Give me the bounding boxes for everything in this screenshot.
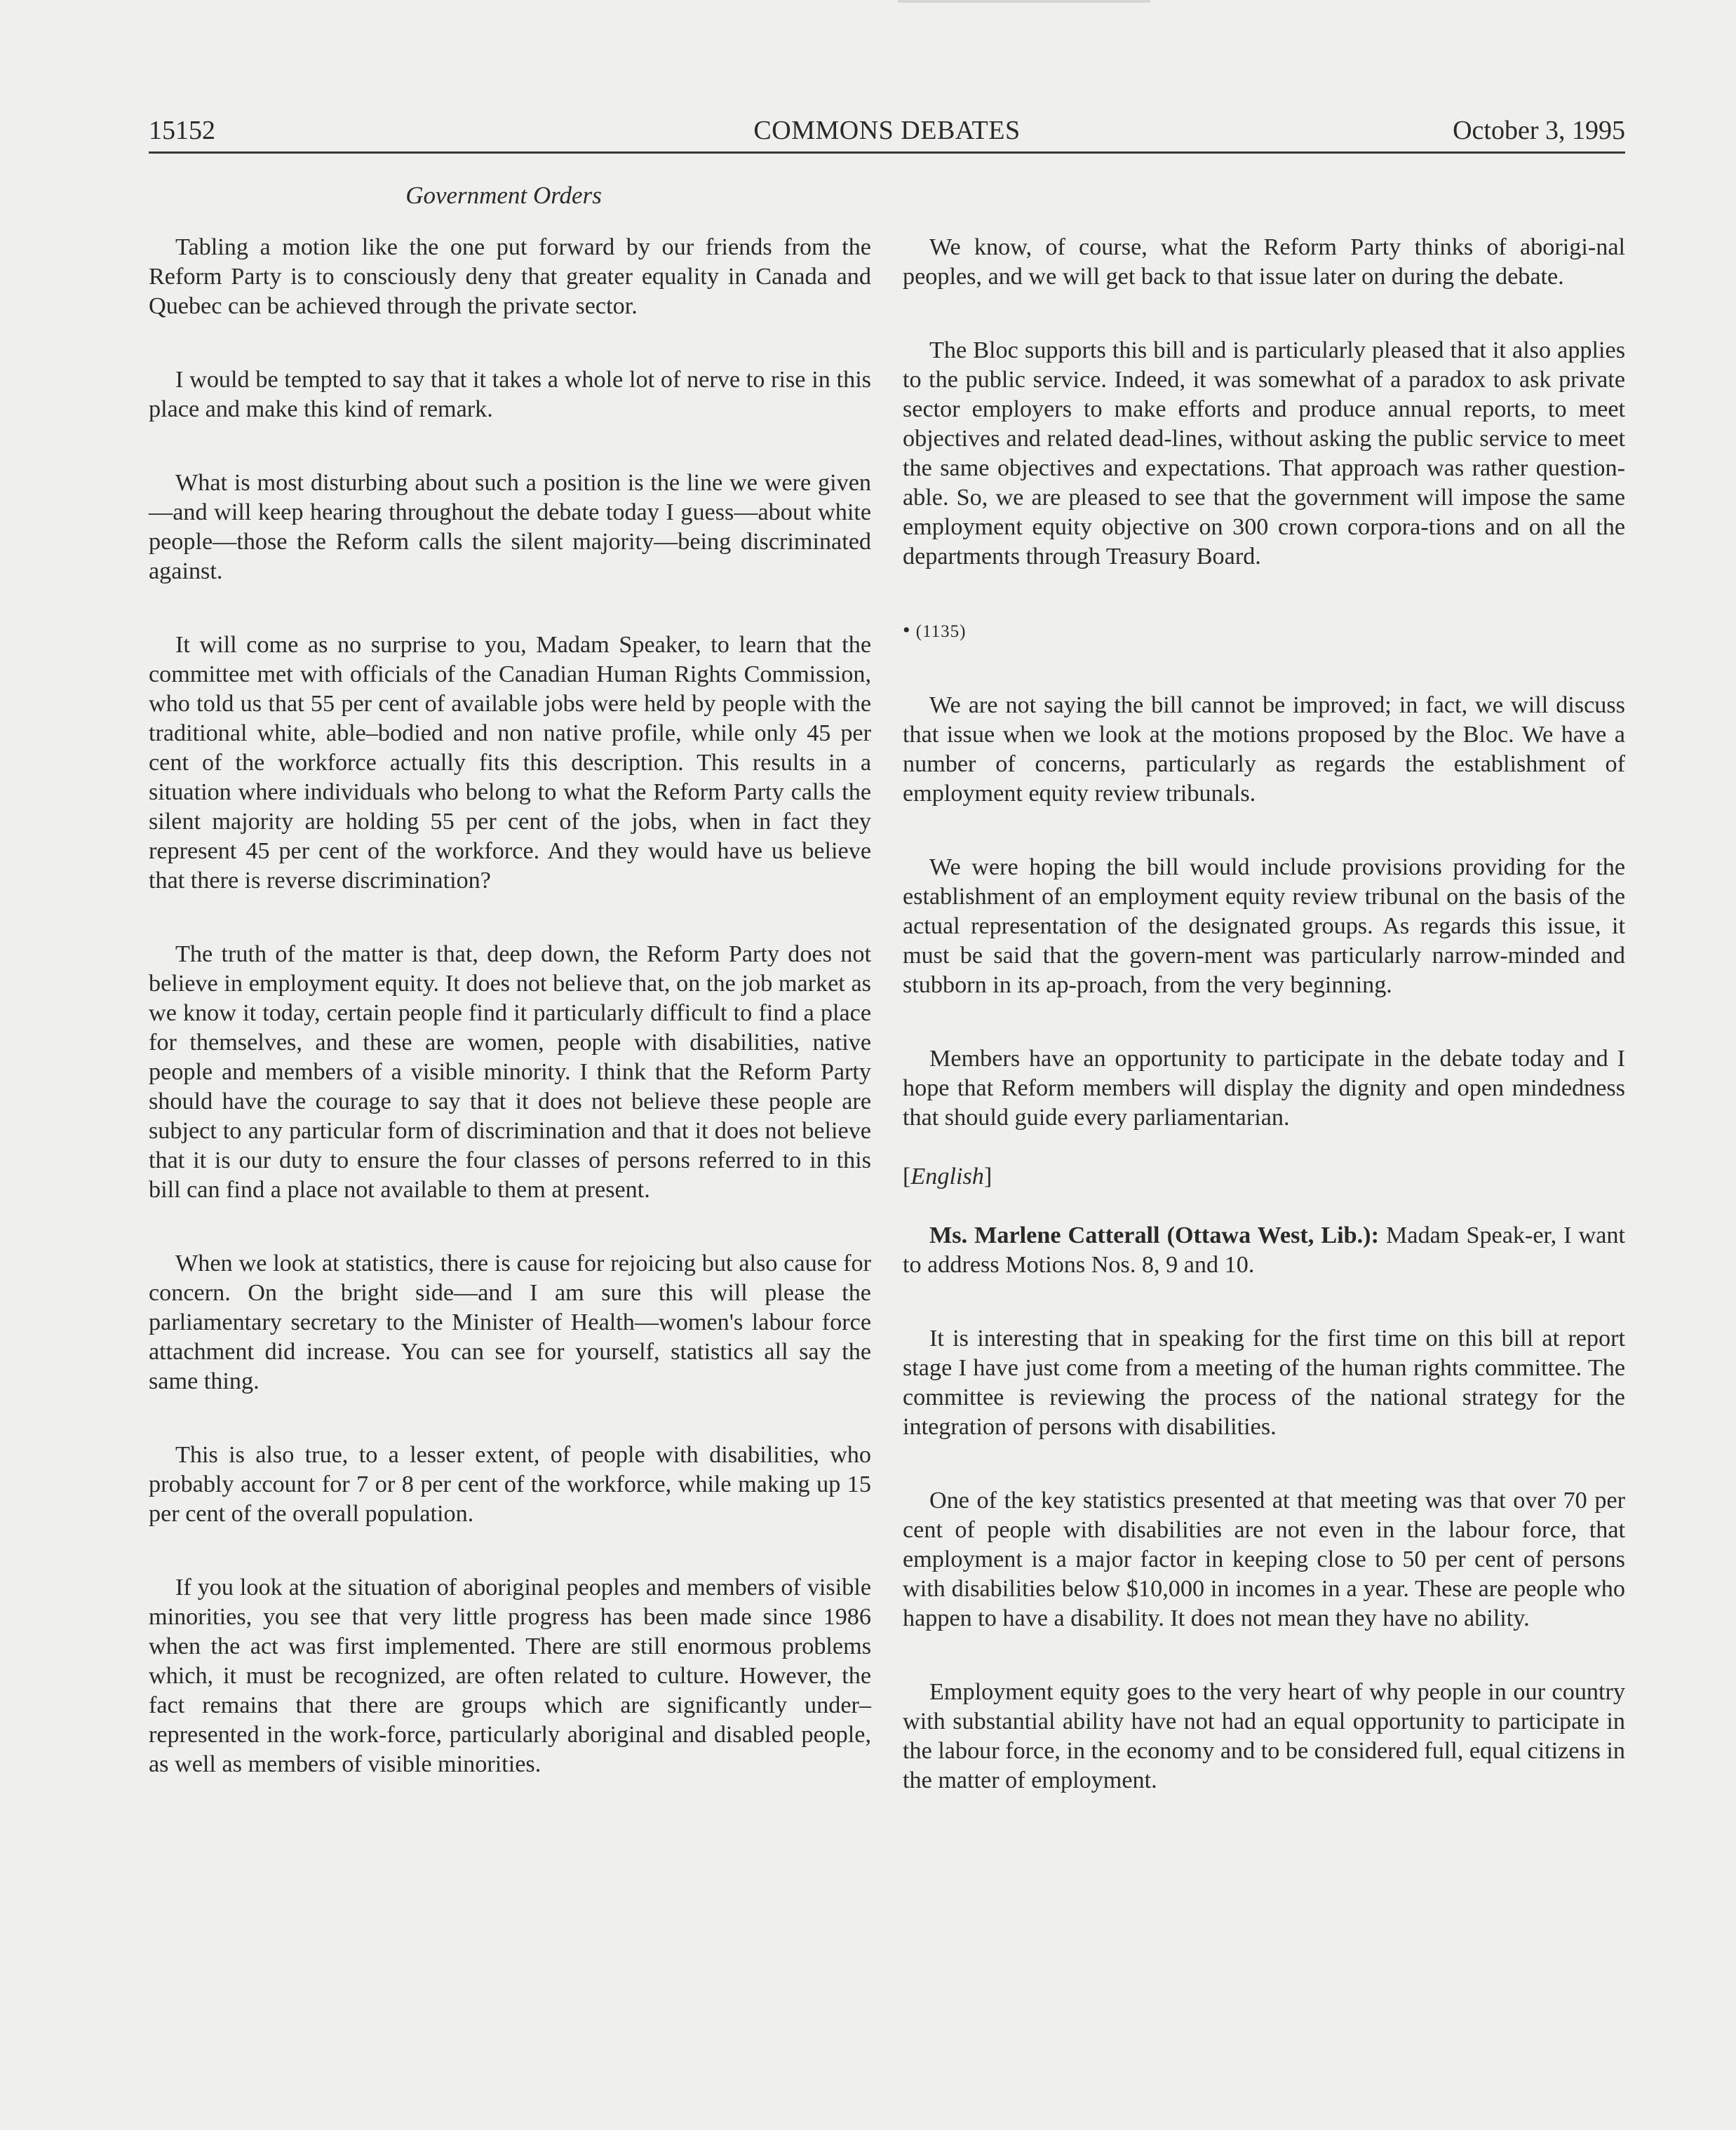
paragraph: We are not saying the bill cannot be improved; in fact, we will discuss that issue when we look at the motions proposed by the Bloc. We have a number of concerns, particularly as regards the establishment of employment equity review tribunals. xyxy=(903,692,1625,807)
page-header xyxy=(149,112,1625,149)
paragraph: It will come as no surprise to you, Madam Speaker, to learn that the committee met with officials of the Canadian Human Rights Commission, who told us that 55 per cent of available jobs were held by people with the traditional white, able–bodied and non native profile, while only 45 per cent of the workforce actually fits this description. This results in a situation where individuals who belong to what the Reform Party calls the silent majority are holding 55 per cent of the jobs, when in fact they represent 45 per cent of the workforce. And they would have us believe that there is reverse discrimination? xyxy=(149,632,871,894)
speech-text: Madam Speak-er, I want to address Motions Nos. 8, 9 and 10. xyxy=(903,1222,1626,1278)
language-label: English xyxy=(910,1164,984,1189)
issue-date: October 3, 1995 xyxy=(1453,116,1625,145)
paragraph: I would be tempted to say that it takes a whole lot of nerve to rise in this place and make this kind of remark. xyxy=(149,367,871,422)
paragraph: What is most disturbing about such a position is the line we were given—and will keep hearing throughout the debate today I guess—about white people—those the Reform calls the silent majority—being discriminated against. xyxy=(149,470,871,584)
paragraph: This is also true, to a lesser extent, of people with disabilities, who probably account for 7 or 8 per cent of the workforce, while making up 15 per cent of the overall population. xyxy=(149,1442,871,1527)
speech-paragraph xyxy=(903,1221,1625,1280)
paragraph: The Bloc supports this bill and is particularly pleased that it also applies to the public service. Indeed, it was somewhat of a paradox to ask private sector employers to make efforts and produce annual reports, to meet objectives and related dead-lines, without asking the public service to meet the same objectives and expectations. That approach was rather question-able. So, we are pleased to see that the government will impose the same employment equity objective on 300 crown corpora-tions and on all the departments through Treasury Board. xyxy=(903,337,1625,569)
right-column xyxy=(903,233,1625,1840)
bullet-icon: • xyxy=(903,619,911,642)
paragraph: If you look at the situation of aboriginal peoples and members of visible minorities, you see that very little progress has been made since 1986 when the act was first implemented. There are still enormous problems which, it must be recognized, are often related to culture. However, the fact remains that there are groups which are significantly under–represented in the work-force, particularly aboriginal and disabled people, as well as members of visible minorities. xyxy=(149,1575,871,1777)
language-bracket-open: [ xyxy=(903,1164,911,1189)
paragraph: One of the key statistics presented at that meeting was that over 70 per cent of people with disabilities are not even in the labour force, that employment is a major factor in keeping close to 50 per cent of persons with disabilities below $10,000 in incomes in a year. These are people who happen to have a disability. It does not mean they have no ability. xyxy=(903,1488,1625,1631)
paragraph: We know, of course, what the Reform Party thinks of aborigi-nal peoples, and we will get back to that issue later on during the debate. xyxy=(903,234,1625,290)
paragraph: It is interesting that in speaking for the first time on this bill at report stage I have just come from a meeting of the human rights committee. The committee is reviewing the process of the national strategy for the integration of persons with disabilities. xyxy=(903,1326,1625,1440)
scan-smudge xyxy=(898,0,1150,3)
header-rule xyxy=(149,151,1625,154)
paragraph: The truth of the matter is that, deep down, the Reform Party does not believe in employment equity. It does not believe that, on the job market as we know it today, certain people find it particularly difficult to find a place for themselves, and these are women, people with disabilities, native people and members of a visible minority. I think that the Reform Party should have the courage to say that it does not believe these people are subject to any particular form of discrimination and that it does not believe that it is our duty to ensure the four classes of persons referred to in this bill can find a place not available to them at present. xyxy=(149,941,871,1203)
language-bracket-close: ] xyxy=(983,1164,993,1189)
publication-title: COMMONS DEBATES xyxy=(753,116,1021,145)
paragraph: Members have an opportunity to participate in the debate today and I hope that Reform members will display the dignity and open mindedness that should guide every parliamentarian. xyxy=(903,1046,1625,1131)
paragraph: Tabling a motion like the one put forward by our friends from the Reform Party is to consciously deny that greater equality in Canada and Quebec can be achieved through the private sector. xyxy=(149,234,871,319)
time-marker-label: (1135) xyxy=(915,622,967,641)
language-tag xyxy=(903,1162,1625,1192)
paragraph: We were hoping the bill would include provisions providing for the establishment of an employment equity review tribunal on the basis of the actual representation of the designated groups. As regards this issue, it must be said that the govern-ment was particularly narrow-minded and stubborn in its ap-proach, from the very beginning. xyxy=(903,854,1625,998)
paragraph: When we look at statistics, there is cause for rejoicing but also cause for concern. On the bright side—and I am sure this will please the parliamentary secretary to the Minister of Health—women's labour force attachment did increase. You can see for yourself, statistics all say the same thing. xyxy=(149,1251,871,1394)
paragraph: Employment equity goes to the very heart of why people in our country with substantial ability have not had an equal opportunity to participate in the labour force, in the economy and to be considered full, equal citizens in the matter of employment. xyxy=(903,1679,1626,1793)
section-heading: Government Orders xyxy=(405,182,602,209)
time-marker xyxy=(903,616,1625,647)
left-column xyxy=(149,233,871,1824)
speaker-name: Ms. Marlene Catterall (Ottawa West, Lib.): xyxy=(929,1222,1379,1248)
page-number: 15152 xyxy=(149,116,215,145)
